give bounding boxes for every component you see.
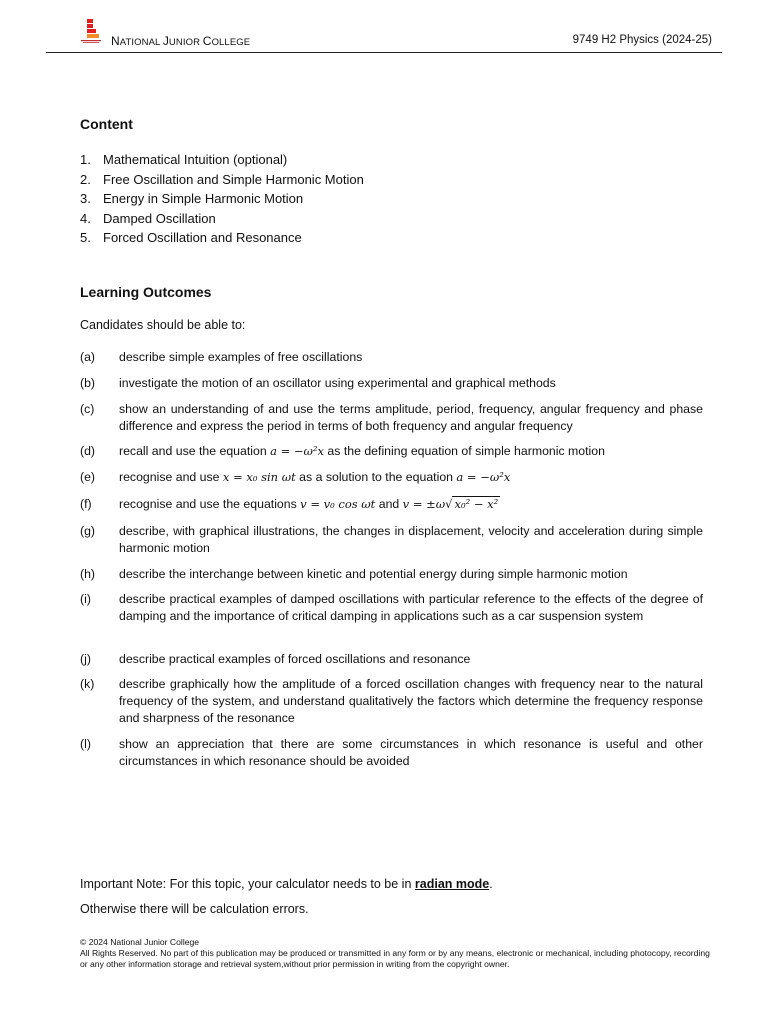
list-item: 5. Forced Oscillation and Resonance (80, 230, 302, 245)
outcome-g: (g) describe, with graphical illustrations, the changes in displacement, velocity and acceleration during simple harmonic motion (80, 524, 703, 555)
copyright-notice: © 2024 National Junior College All Rights Reserved. No part of this publication may be produced or transmitted in any form or by any means, electronic or mechanical, including photocopy, recording or any other information storage and retrieval system,without prior permission in writing from the copyright owner. (80, 937, 710, 969)
outcome-c: (c) show an understanding of and use the terms amplitude, period, frequency, angular frequency and phase difference and express the period in terms of both frequency and angular frequency (80, 402, 703, 433)
equation: a = −ω²x (270, 444, 325, 458)
outcome-l: (l) show an appreciation that there are some circumstances in which resonance is useful and other circumstances in which resonance should be avoided (80, 737, 703, 768)
content-list (80, 150, 680, 248)
header-divider (46, 52, 722, 53)
equation: v = v₀ cos ωt (300, 497, 376, 511)
course-code: 9749 H2 Physics (2024-25) (572, 34, 712, 46)
outcome-i: (i) describe practical examples of damped oscillations with particular reference to the effects of the degree of damping and the importance of critical damping in applications such as a car suspension system (80, 592, 703, 623)
calculation-warning: Otherwise there will be calculation errors. (80, 902, 309, 916)
college-logo-icon (80, 18, 102, 44)
important-note: Important Note: For this topic, your calculator needs to be in radian mode. (80, 877, 493, 891)
equation: x = x₀ sin ωt (222, 470, 296, 484)
list-item: 2. Free Oscillation and Simple Harmonic Motion (80, 171, 364, 187)
outcome-f: (f) recognise and use the equations v = v₀ cos ωt and v = ±ω√ x₀² − x² (80, 497, 499, 511)
radian-mode-emphasis: radian mode (414, 877, 490, 891)
content-heading: Content (80, 116, 133, 132)
outcomes-intro: Candidates should be able to: (80, 318, 246, 332)
list-item: 1. Mathematical Intuition (optional) (80, 152, 288, 167)
list-item: 3. Energy in Simple Harmonic Motion (80, 191, 304, 206)
learning-outcomes-heading: Learning Outcomes (80, 284, 212, 300)
school-name: NATIONAL JUNIOR COLLEGE (111, 34, 251, 48)
outcome-a: (a) describe simple examples of free oscillations (80, 350, 363, 364)
outcome-e: (e) recognise and use x = x₀ sin ωt as a solution to the equation a = −ω²x (80, 470, 511, 484)
outcome-b: (b) investigate the motion of an oscillator using experimental and graphical methods (80, 376, 556, 390)
outcome-k: (k) describe graphically how the amplitude of a forced oscillation changes with frequency near to the natural frequency of the system, and understand qualitatively the factors which determine the frequency response and sharpness of the resonance (80, 677, 703, 725)
equation: a = −ω²x (456, 470, 511, 484)
list-item: 4. Damped Oscillation (80, 210, 216, 226)
outcome-h: (h) describe the interchange between kinetic and potential energy during simple harmonic motion (80, 567, 628, 581)
outcome-j: (j) describe practical examples of forced oscillations and resonance (80, 652, 471, 666)
equation: v = ±ω (402, 497, 446, 511)
outcome-d: (d) recall and use the equation a = −ω²x as the defining equation of simple harmonic motion (80, 444, 605, 458)
square-root: x₀² − x² (454, 497, 499, 511)
